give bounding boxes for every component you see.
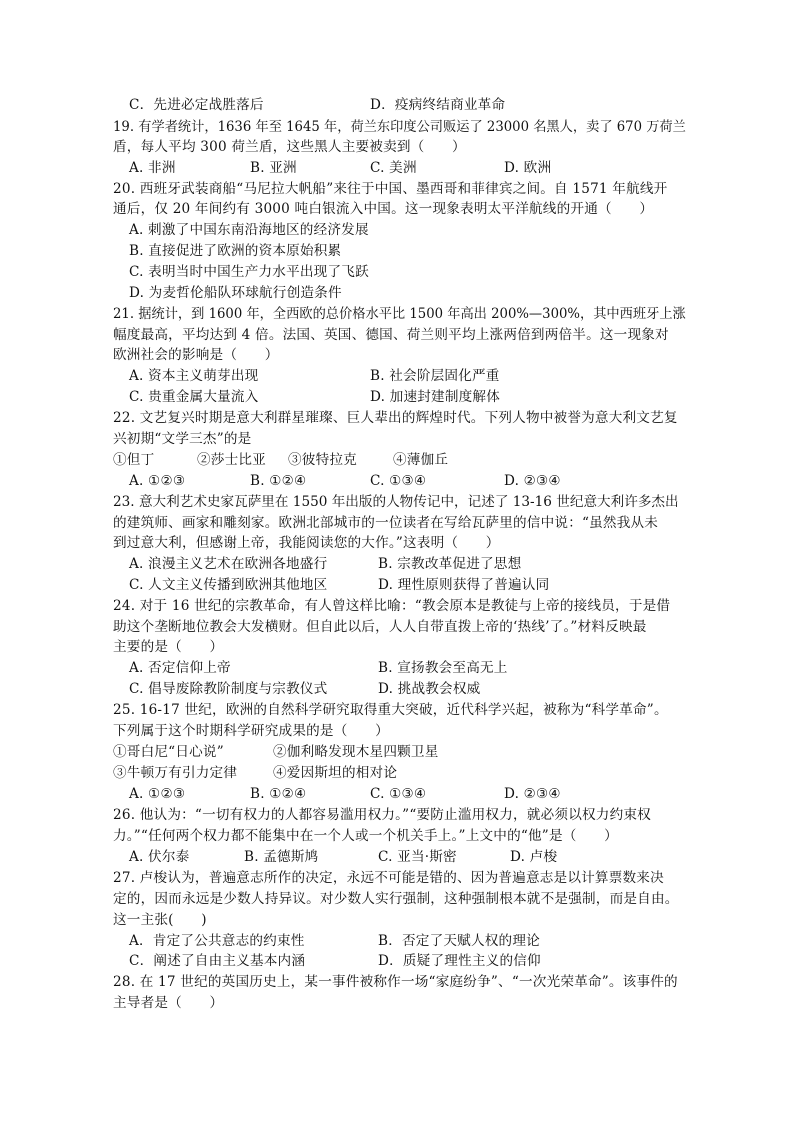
q23-option-d: D. 理性原则获得了普遍认同 — [378, 577, 550, 593]
q27-stem-line1: 27. 卢梭认为，普遍意志所作的决定，永远不可能是错的、因为普遍意志是以计算票数来决 — [113, 870, 664, 886]
q25-stem-line2: 下列属于这个时期科学研究成果的是（ ） — [113, 723, 389, 739]
q18-option-d: D．疫病终结商业革命 — [370, 97, 506, 113]
q28-stem-line1: 28. 在 17 世纪的英国历史上，某一事件被称作一场“家庭纷争”、“一次光荣革命”。该事件的 — [113, 974, 678, 990]
q23-option-b: B. 宗教改革促进了思想 — [378, 556, 522, 572]
q21-option-d: D. 加速封建制度解体 — [370, 389, 501, 405]
q19-option-a: A. 非洲 — [129, 160, 176, 176]
q25-option-d: D. ②③④ — [504, 786, 561, 802]
q27-option-b: B．否定了天赋人权的理论 — [378, 933, 540, 949]
q26-option-b: B. 孟德斯鸠 — [244, 849, 319, 865]
q22-stem-line2: 兴初期“文学三杰”的是 — [113, 431, 252, 447]
q25-option-a: A. ①②③ — [129, 786, 186, 802]
q20-stem-line1: 20. 西班牙武装商船“马尼拉大帆船”来往于中国、墨西哥和菲律宾之间。自 1571 年航线开 — [113, 181, 668, 197]
q25-item-2: ②伽利略发现木星四颗卫星 — [273, 744, 439, 760]
q22-item-2: ②莎士比亚 — [197, 452, 266, 468]
q20-option-a: A. 刺激了中国东南沿海地区的经济发展 — [129, 222, 369, 238]
q23-option-a: A. 浪漫主义艺术在欧洲各地盛行 — [129, 556, 328, 572]
q21-stem-line1: 21. 据统计，到 1600 年，全西欧的总价格水平比 1500 年高出 200%—300%，其中西班牙上涨 — [113, 306, 686, 322]
q27-option-a: A．肯定了公共意志的约束性 — [129, 933, 305, 949]
q22-option-d: D. ②③④ — [504, 473, 561, 489]
q22-option-b: B. ①②④ — [250, 473, 307, 489]
q27-option-c: C．阐述了自由主义基本内涵 — [129, 953, 306, 969]
q27-stem-line2: 定的，因而永远是少数人持异议。对少数人实行强制，这种强制根本就不是强制，而是自由。 — [113, 891, 679, 907]
q19-stem-line2: 盾，每人平均 300 荷兰盾，这些黑人主要被卖到（ ） — [113, 139, 466, 155]
q27-option-d: D．质疑了理性主义的信仰 — [378, 953, 541, 969]
q23-stem-line1: 23. 意大利艺术史家瓦萨里在 1550 年出版的人物传记中，记述了 13-16 世纪意大利许多杰出 — [113, 494, 679, 510]
q19-stem-line1: 19. 有学者统计，1636 年至 1645 年，荷兰东印度公司贩运了 23000 名黑人，卖了 670 万荷兰 — [113, 119, 686, 135]
q27-stem-line3: 这一主张( ) — [113, 912, 207, 928]
q21-stem-line3: 欧洲社会的影响是（ ） — [113, 347, 279, 363]
q21-stem-line2: 幅度最高，平均达到 4 倍。法国、英国、德国、荷兰则平均上涨两倍到两倍半。这一现象对 — [113, 327, 669, 343]
q19-option-b: B. 亚洲 — [250, 160, 297, 176]
q20-stem-line2: 通后，仅 20 年间约有 3000 吨白银流入中国。这一现象表明太平洋航线的开通（ ） — [113, 201, 654, 217]
q18-option-c: C．先进必定战胜落后 — [129, 97, 264, 113]
q24-stem-line3: 主要的是（ ） — [113, 639, 224, 655]
q24-option-a: A. 否定信仰上帝 — [129, 660, 231, 676]
q25-option-c: C. ①③④ — [370, 786, 427, 802]
q24-stem-line1: 24. 对于 16 世纪的宗教革命，有人曾这样比喻：“教会原本是教徒与上帝的接线员，于是借 — [113, 598, 671, 614]
q24-option-c: C. 倡导废除教阶制度与宗教仪式 — [129, 681, 328, 697]
q21-option-a: A. 资本主义萌芽出现 — [129, 368, 259, 384]
q22-item-3: ③彼特拉克 — [288, 452, 357, 468]
q22-option-a: A. ①②③ — [129, 473, 186, 489]
q25-option-b: B. ①②④ — [250, 786, 307, 802]
q23-stem-line2: 的建筑师、画家和雕刻家。欧洲北部城市的一位读者在写给瓦萨里的信中说：“虽然我从未 — [113, 515, 659, 531]
q23-option-c: C. 人文主义传播到欧洲其他地区 — [129, 577, 328, 593]
q26-option-a: A. 伏尔泰 — [129, 849, 190, 865]
q25-item-4: ④爱因斯坦的相对论 — [273, 765, 398, 781]
q19-option-c: C. 美洲 — [370, 160, 417, 176]
q19-option-d: D. 欧洲 — [504, 160, 552, 176]
q20-option-c: C. 表明当时中国生产力水平出现了飞跃 — [129, 264, 369, 280]
q26-option-d: D. 卢梭 — [510, 849, 558, 865]
q20-option-d: D. 为麦哲伦船队环球航行创造条件 — [129, 285, 342, 301]
q20-option-b: B. 直接促进了欧洲的资本原始积累 — [129, 243, 342, 259]
q24-option-b: B. 宣扬教会至高无上 — [378, 660, 508, 676]
q22-option-c: C. ①③④ — [370, 473, 427, 489]
q22-stem-line1: 22. 文艺复兴时期是意大利群星璀璨、巨人辈出的辉煌时代。下列人物中被誉为意大利文艺复 — [113, 410, 678, 426]
q24-option-d: D. 挑战教会权威 — [378, 681, 481, 697]
q22-item-1: ①但丁 — [113, 452, 155, 468]
q26-option-c: C. 亚当·斯密 — [378, 849, 457, 865]
q24-stem-line2: 助这个垄断地位教会大发横财。但自此以后，人人自带直拨上帝的‘热线’了。”材料反映最 — [113, 619, 647, 635]
q25-stem-line1: 25. 16-17 世纪，欧洲的自然科学研究取得重大突破，近代科学兴起，被称为“科学革命”。 — [113, 702, 668, 718]
q25-item-1: ①哥白尼“日心说” — [113, 744, 224, 760]
q25-item-3: ③牛顿万有引力定律 — [113, 765, 238, 781]
q23-stem-line3: 到过意大利，但感谢上帝，我能阅读您的大作。”这表明（ ） — [113, 535, 500, 551]
q22-item-4: ④薄伽丘 — [393, 452, 449, 468]
q26-stem-line2: 力。”“任何两个权力都不能集中在一个人或一个机关手上。”上文中的“他”是（ ） — [113, 828, 618, 844]
q28-stem-line2: 主导者是（ ） — [113, 995, 224, 1011]
q26-stem-line1: 26. 他认为：“一切有权力的人都容易滥用权力。”“要防止滥用权力，就必须以权力约束权 — [113, 807, 651, 823]
q21-option-b: B. 社会阶层固化严重 — [370, 368, 500, 384]
q21-option-c: C. 贵重金属大量流入 — [129, 389, 259, 405]
